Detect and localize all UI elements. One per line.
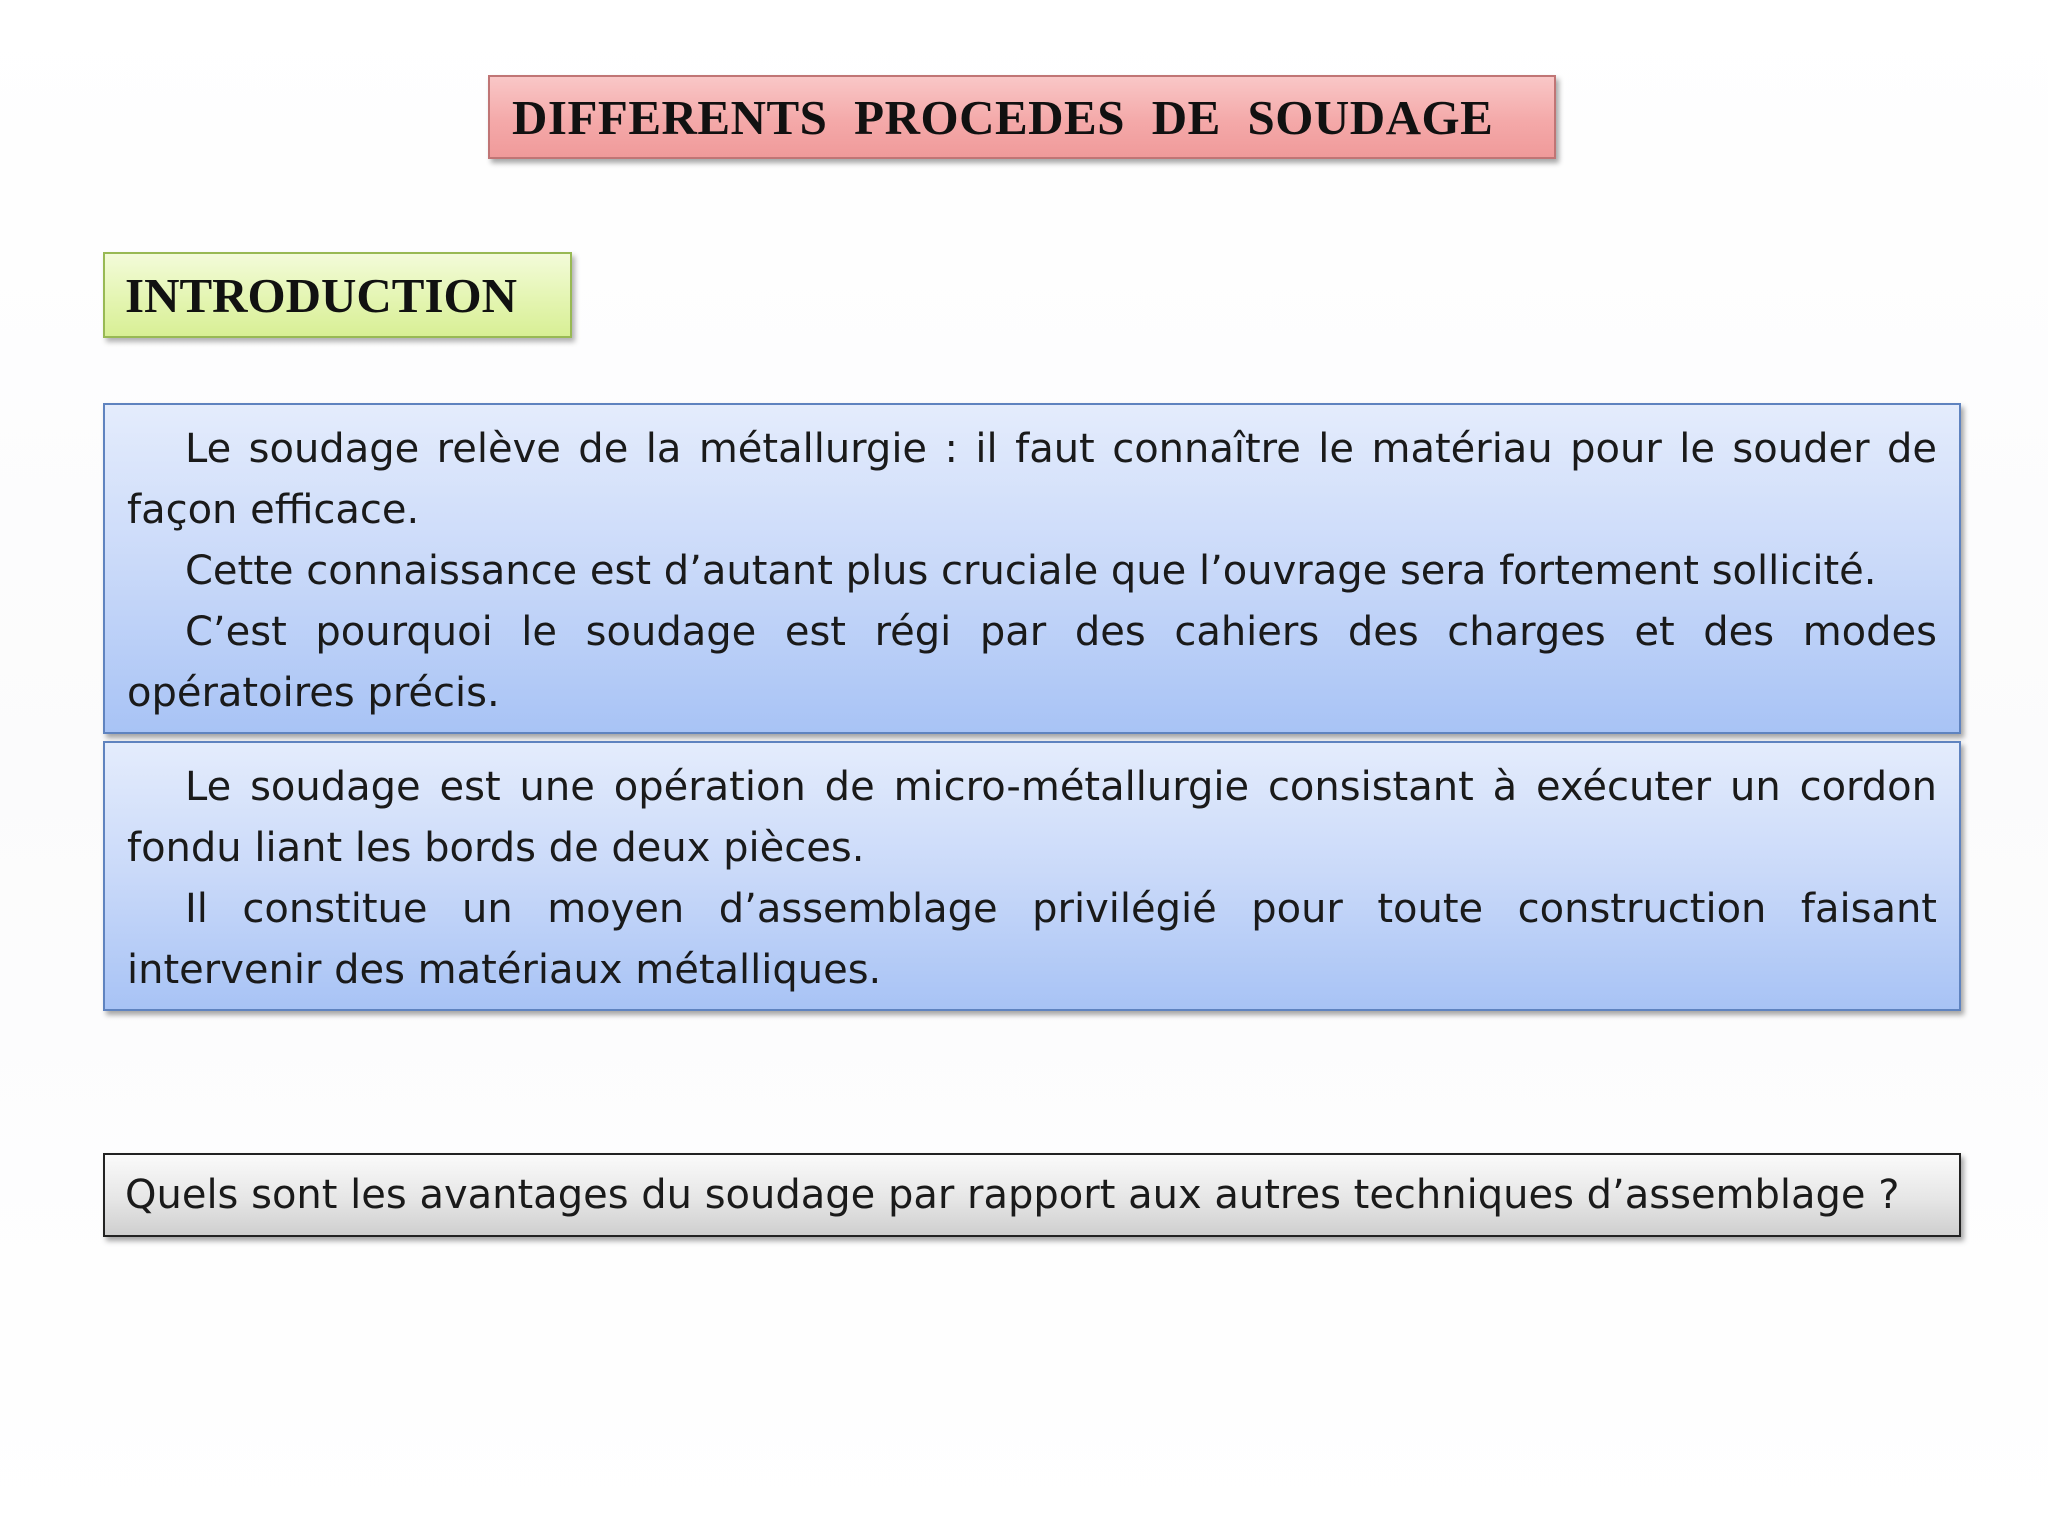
text-box-definition	[103, 741, 1961, 1011]
paragraph: Le soudage relève de la métallurgie : il faut connaître le matériau pour le souder de façon efficace.	[127, 426, 1937, 533]
section-heading: INTRODUCTION	[125, 267, 518, 323]
text-box-metallurgy	[103, 403, 1961, 734]
paragraph: C’est pourquoi le soudage est régi par des cahiers des charges et des modes opératoires précis.	[127, 609, 1937, 716]
paragraph: Il constitue un moyen d’assemblage privilégié pour toute construction faisant intervenir des matériaux métalliques.	[127, 886, 1937, 993]
paragraph: Le soudage est une opération de micro-métallurgie consistant à exécuter un cordon fondu liant les bords de deux pièces.	[127, 764, 1937, 871]
slide-title: DIFFERENTS PROCEDES DE SOUDAGE	[512, 89, 1494, 145]
question-text: Quels sont les avantages du soudage par rapport aux autres techniques d’assemblage ?	[125, 1172, 1900, 1218]
title-box	[488, 75, 1556, 159]
section-heading-box	[103, 252, 572, 338]
paragraph: Cette connaissance est d’autant plus cruciale que l’ouvrage sera fortement sollicité.	[185, 548, 1877, 594]
question-box	[103, 1153, 1961, 1237]
